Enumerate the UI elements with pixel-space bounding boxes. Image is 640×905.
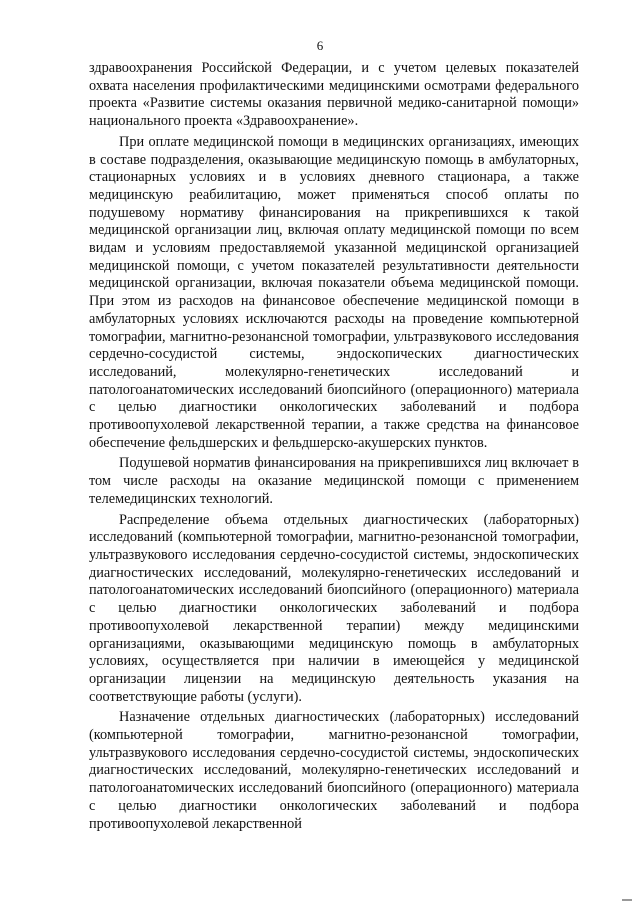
document-body [89, 60, 579, 836]
page-number: 6 [316, 38, 324, 53]
paragraph-payment-method: При оплате медицинской помощи в медицинских организациях, имеющих в составе подразделения, оказывающие медицинскую помощь в амбулаторных, стационарных условиях и в условиях дневного стационара, а также медицинскую реабилитацию, может применяться способ оплаты по подушевому нормативу финансирования на прикрепившихся к такой медицинской организации лиц, включая оплату медицинской помощи по всем видам и условиям предоставляемой указанной медицинской организацией медицинской помощи, с учетом показателей результативности деятельности медицинской организации, включая показатели объема медицинской помощи. При этом из расходов на финансовое обеспечение медицинской помощи в амбулаторных условиях исключаются расходы на проведение компьютерной томографии, магнитно-резонансной томографии, ультразвукового исследования сердечно-сосудистой системы, эндоскопических диагностических исследований, молекулярно-генетических исследований и патологоанатомических исследований биопсийного (операционного) материала с целью диагностики онкологических заболеваний и подбора противоопухолевой лекарственной терапии, а также средства на финансовое обеспечение фельдшерских и фельдшерско-акушерских пунктов. [89, 133, 579, 451]
paragraph-per-capita-standard: Подушевой норматив финансирования на прикрепившихся лиц включает в том числе расходы на оказание медицинской помощи с применением телемедицинских технологий. [89, 455, 579, 507]
scan-artifact-mark [622, 899, 632, 901]
paragraph-continuation: здравоохранения Российской Федерации, и с учетом целевых показателей охвата населения профилактическими медицинскими осмотрами федерального проекта «Развитие системы оказания первичной медико-санитарной помощи» национального проекта «Здравоохранение». [89, 60, 579, 130]
paragraph-appointment-studies: Назначение отдельных диагностических (лабораторных) исследований (компьютерной томографии, магнитно-резонансной томографии, ультразвукового исследования сердечно-сосудистой системы, эндоскопических диагностических исследований, молекулярно-генетических исследований и патологоанатомических исследований биопсийного (операционного) материала с целью диагностики онкологических заболеваний и подбора противоопухолевой лекарственной [89, 709, 579, 832]
paragraph-distribution-volume: Распределение объема отдельных диагностических (лабораторных) исследований (компьютерной томографии, магнитно-резонансной томографии, ультразвукового исследования сердечно-сосудистой системы, эндоскопических диагностических исследований, молекулярно-генетических исследований и патологоанатомических исследований биопсийного (операционного) материала с целью диагностики онкологических заболеваний и подбора противоопухолевой лекарственной терапии) между медицинскими организациями, оказывающими медицинскую помощь в амбулаторных условиях, осуществляется при наличии в имеющейся у медицинской организации лицензии на медицинскую деятельность указания на соответствующие работы (услуги). [89, 511, 579, 705]
